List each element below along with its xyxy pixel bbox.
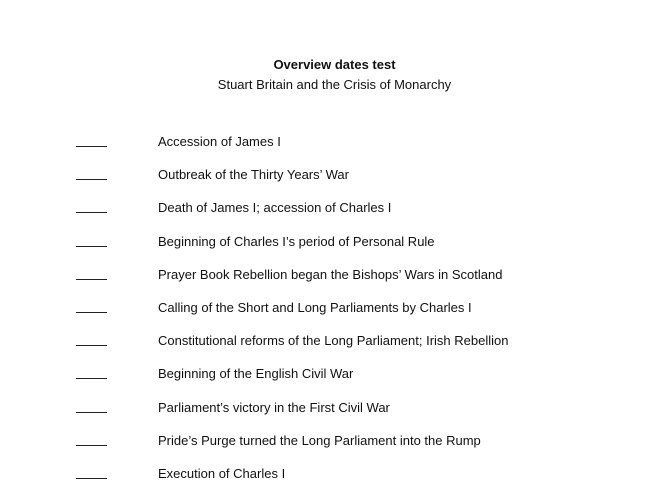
answer-blank[interactable] xyxy=(76,345,107,346)
answer-blank[interactable] xyxy=(76,146,107,147)
date-question-item xyxy=(0,133,669,166)
date-question-item xyxy=(0,199,669,232)
event-text: Execution of Charles I xyxy=(158,465,286,481)
answer-blank[interactable] xyxy=(76,412,107,413)
answer-blank[interactable] xyxy=(76,312,107,313)
date-question-item xyxy=(0,166,669,199)
event-text: Prayer Book Rebellion began the Bishops’ Wars in Scotland xyxy=(158,266,503,282)
answer-blank[interactable] xyxy=(76,179,107,180)
answer-blank[interactable] xyxy=(76,246,107,247)
event-text: Parliament’s victory in the First Civil War xyxy=(158,399,390,415)
event-text: Accession of James I xyxy=(158,134,281,149)
event-text: Death of James I; accession of Charles I xyxy=(158,200,392,216)
answer-blank[interactable] xyxy=(76,478,107,479)
event-text: Calling of the Short and Long Parliaments by Charles I xyxy=(158,299,472,315)
date-question-item xyxy=(0,365,669,398)
date-question-item xyxy=(0,266,669,299)
answer-blank[interactable] xyxy=(76,378,107,379)
date-question-item xyxy=(0,332,669,365)
document-header xyxy=(0,57,669,93)
answer-blank[interactable] xyxy=(76,279,107,280)
date-question-item xyxy=(0,432,669,465)
date-question-item xyxy=(0,299,669,332)
event-text: Outbreak of the Thirty Years’ War xyxy=(158,167,349,183)
answer-blank[interactable] xyxy=(76,445,107,446)
event-text: Constitutional reforms of the Long Parliament; Irish Rebellion xyxy=(158,333,509,349)
date-question-list xyxy=(0,133,669,498)
event-text: Beginning of the English Civil War xyxy=(158,366,354,382)
answer-blank[interactable] xyxy=(76,212,107,213)
date-question-item xyxy=(0,399,669,432)
date-question-item xyxy=(0,233,669,266)
document-subtitle: Stuart Britain and the Crisis of Monarchy xyxy=(217,77,452,92)
document-title: Overview dates test xyxy=(273,57,396,72)
event-text: Pride’s Purge turned the Long Parliament into the Rump xyxy=(158,432,481,448)
event-text: Beginning of Charles I’s period of Personal Rule xyxy=(158,233,435,249)
date-question-item xyxy=(0,465,669,498)
